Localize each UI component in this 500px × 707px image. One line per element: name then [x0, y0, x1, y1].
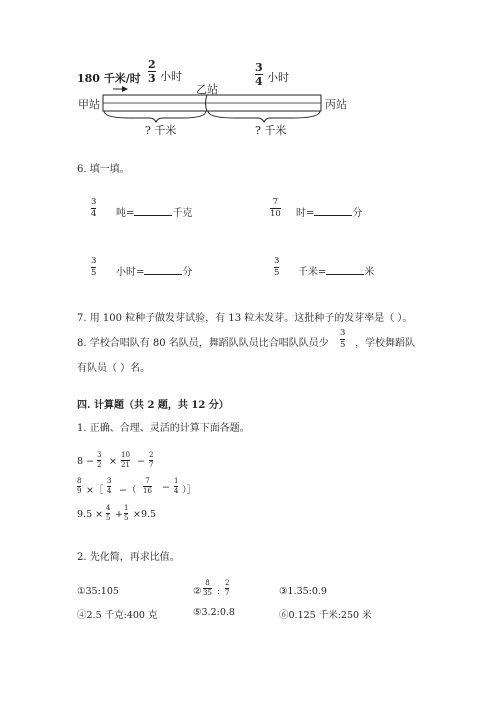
- numerator: 3: [107, 477, 112, 485]
- q6-item4-text: 千米=: [298, 267, 327, 278]
- fraction: [149, 452, 153, 469]
- q6-item2-unit: 分: [352, 208, 363, 219]
- fraction: [121, 452, 130, 469]
- fraction: [107, 478, 111, 495]
- numerator: 7: [272, 197, 279, 207]
- operator: ）］: [182, 485, 197, 496]
- ratio-item-6: ⑥0.125 千米:250 米: [279, 610, 372, 621]
- speed-label: 180 千米/时: [77, 72, 141, 85]
- brace-left: [104, 111, 206, 122]
- denominator: 3: [148, 72, 156, 85]
- station-c-label: 丙站: [325, 98, 347, 111]
- q6-item1: [116, 204, 192, 219]
- fraction: [124, 505, 128, 522]
- denominator: 2: [97, 461, 102, 469]
- fraction: [106, 505, 110, 522]
- numerator: 3: [97, 451, 102, 459]
- denominator: 35: [203, 589, 212, 597]
- operator: +: [115, 509, 123, 520]
- q6-item2: [296, 204, 362, 219]
- answer-blank[interactable]: [144, 266, 182, 275]
- numerator: 2: [148, 58, 156, 71]
- answer-blank[interactable]: [326, 266, 364, 275]
- fraction: [97, 452, 101, 469]
- numerator: 7: [145, 477, 150, 485]
- numerator: 1: [174, 477, 179, 485]
- unknown-distance-1: ? 千米: [145, 124, 177, 137]
- numerator: 3: [340, 328, 346, 338]
- ratio-item-4: ④2.5 千克:400 克: [77, 610, 158, 621]
- unknown-distance-2: ? 千米: [255, 124, 287, 137]
- denominator: 5: [91, 267, 97, 278]
- operator: ×［: [86, 485, 104, 496]
- denominator: 5: [274, 267, 280, 278]
- time-unit-2: 小时: [267, 71, 289, 84]
- q6-item2-fraction: [270, 198, 281, 218]
- time-unit-1: 小时: [160, 70, 182, 83]
- section4-title: 四. 计算题（共 2 题，共 12 分）: [77, 400, 229, 411]
- q8-text-line2: 有队员（ ）名。: [77, 363, 151, 374]
- fraction: [203, 580, 212, 597]
- term: ×9.5: [133, 509, 157, 520]
- numerator: 4: [106, 504, 111, 512]
- q6-item3-text: 小时=: [116, 267, 145, 278]
- operator: ×: [109, 456, 117, 467]
- q6-title: 6. 填一填。: [77, 164, 130, 175]
- numerator: 2: [225, 579, 230, 587]
- ratio-item-5: ⑤3.2:0.8: [193, 607, 235, 618]
- numerator: 1: [124, 504, 129, 512]
- fraction: [174, 478, 178, 495]
- q6-item1-unit: 千克: [172, 208, 193, 219]
- arrow-head-icon: [122, 86, 128, 92]
- numerator: 3: [91, 197, 97, 207]
- denominator: 5: [106, 514, 111, 522]
- ratio-q2-title: 2. 先化简，再求比值。: [77, 552, 180, 563]
- time-fraction-1: [148, 59, 156, 84]
- term: 8 −: [77, 456, 95, 467]
- numerator: 3: [91, 256, 97, 266]
- numerator: 2: [149, 451, 154, 459]
- denominator: 10: [270, 208, 281, 219]
- operator: −（: [119, 485, 137, 496]
- denominator: 9: [77, 487, 82, 495]
- operator: −: [137, 456, 145, 467]
- numerator: 3: [274, 256, 280, 266]
- calc-q1-title: 1. 正确、合理、灵活的计算下面各题。: [77, 423, 250, 434]
- q6-item2-text: 时=: [296, 208, 315, 219]
- station-a-label: 甲站: [78, 98, 100, 111]
- brace-right: [208, 111, 320, 122]
- numerator: 8: [205, 579, 210, 587]
- denominator: 4: [174, 487, 179, 495]
- operator: −: [162, 482, 170, 493]
- denominator: 21: [121, 461, 130, 469]
- q6-item4: [298, 263, 374, 278]
- ratio-item-3: ③1.35:0.9: [279, 586, 327, 597]
- denominator: 4: [107, 487, 112, 495]
- q7-text: 7. 用 100 粒种子做发芽试验，有 13 粒未发芽。这批种子的发芽率是（ ）。: [77, 313, 413, 324]
- q6-item4-unit: 米: [364, 267, 375, 278]
- denominator: 7: [225, 589, 230, 597]
- item-number: ②: [193, 586, 202, 597]
- numerator: 3: [255, 61, 263, 74]
- denominator: 4: [91, 208, 97, 219]
- q6-item1-fraction: [91, 198, 96, 218]
- answer-blank[interactable]: [314, 207, 352, 216]
- q6-item1-text: 吨=: [116, 208, 135, 219]
- numerator: 8: [77, 477, 82, 485]
- ratio-item-1: ①35:105: [77, 586, 119, 597]
- denominator: 16: [143, 487, 152, 495]
- answer-blank[interactable]: [134, 207, 172, 216]
- time-fraction-2: [255, 62, 263, 87]
- denominator: 5: [340, 339, 346, 350]
- operator: :: [217, 586, 221, 597]
- fraction: [143, 478, 152, 495]
- station-b-label: 乙站: [196, 83, 218, 96]
- denominator: 4: [255, 75, 263, 88]
- q8-text-part2: ，学校舞蹈队: [355, 338, 415, 349]
- denominator: 5: [124, 514, 129, 522]
- fraction: [225, 580, 229, 597]
- q6-item3: [116, 263, 192, 278]
- term: 9.5 ×: [77, 509, 104, 520]
- q6-item4-fraction: [274, 257, 279, 277]
- q6-item3-fraction: [91, 257, 96, 277]
- fraction: [77, 478, 81, 495]
- numerator: 10: [121, 451, 130, 459]
- denominator: 7: [149, 461, 154, 469]
- q6-item3-unit: 分: [182, 267, 193, 278]
- q8-fraction: [340, 329, 345, 349]
- q8-text-part1: 8. 学校合唱队有 80 名队员，舞蹈队队员比合唱队队员少: [77, 338, 329, 349]
